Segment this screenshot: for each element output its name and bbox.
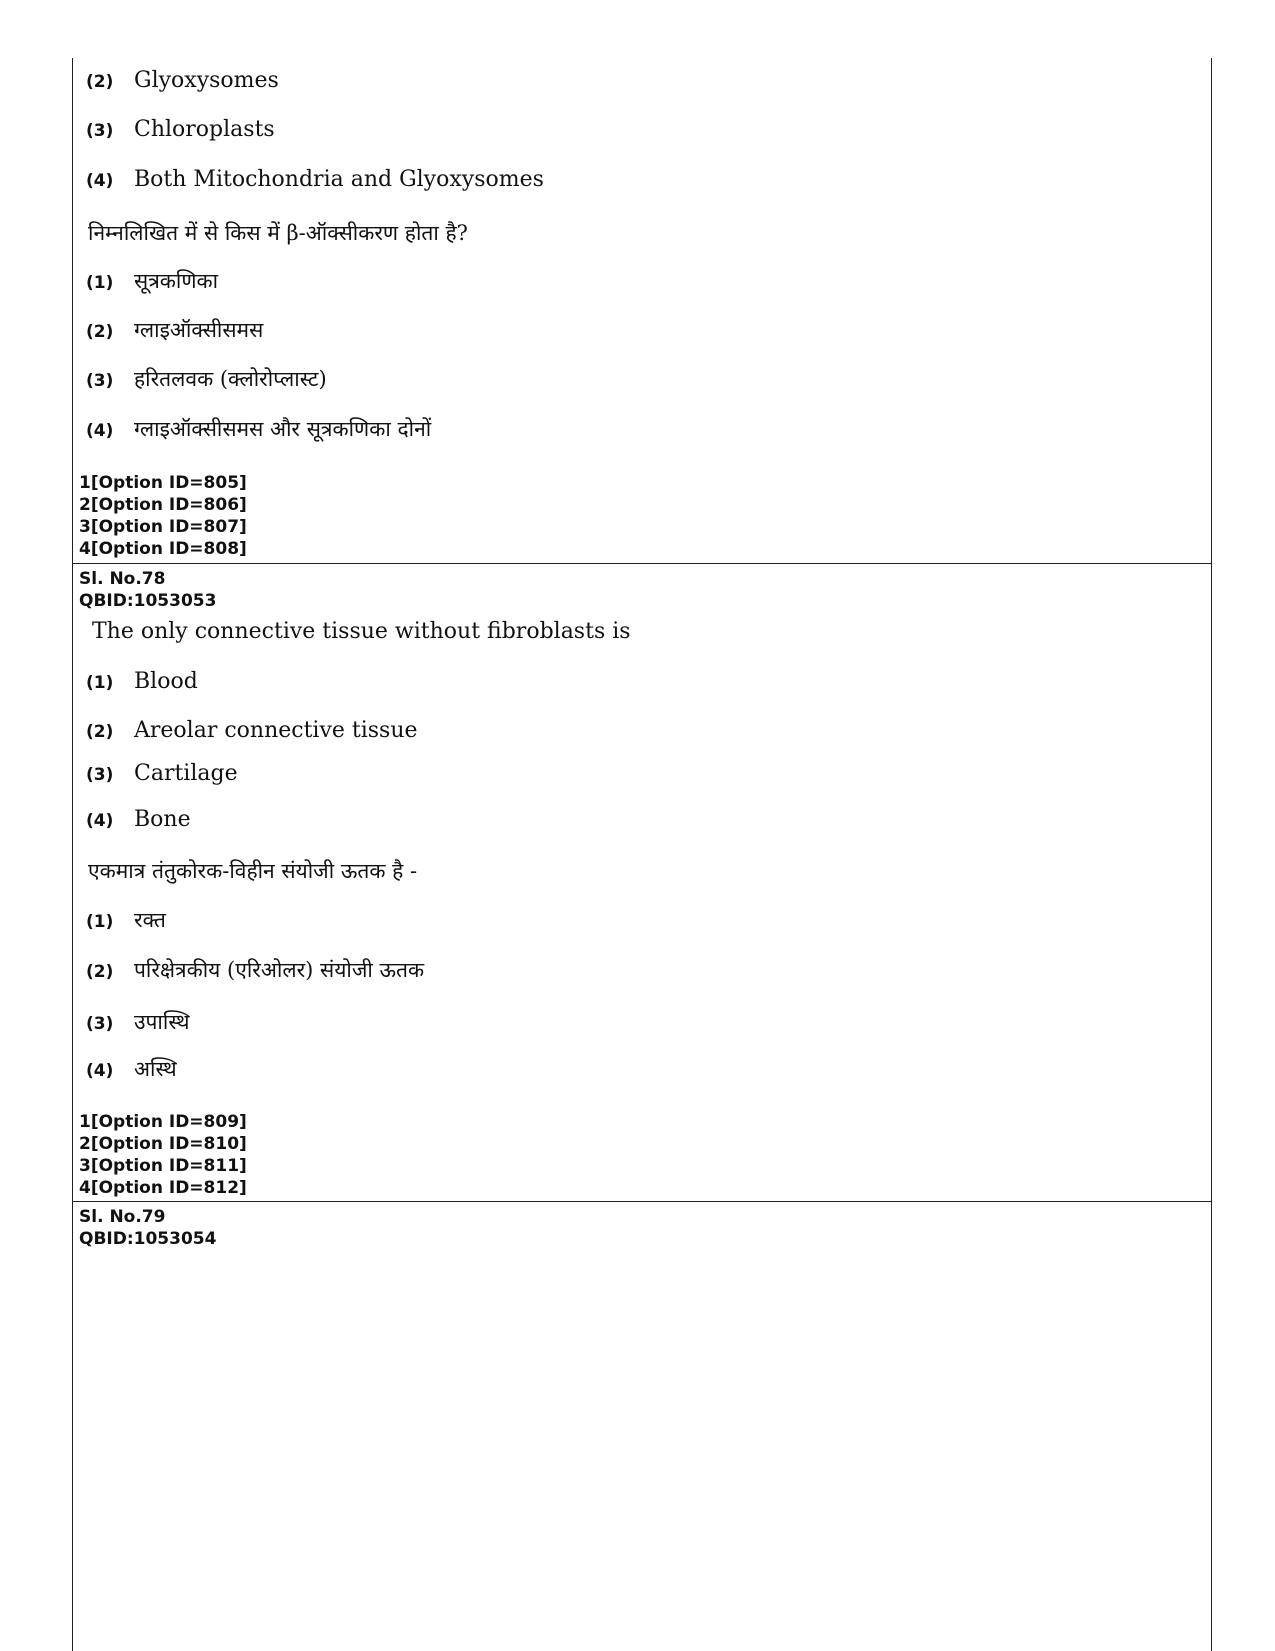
option-text: परिक्षेत्रकीय (एरिओलर) संयोजी ऊतक [134,958,425,982]
question-bank-id: QBID:1053054 [79,1229,217,1249]
q77-option-3-en [86,117,275,142]
option-text: Both Mitochondria and Glyoxysomes [134,167,544,192]
option-number: (4) [86,421,114,441]
option-id: 3[Option ID=811] [79,1156,247,1176]
serial-number: Sl. No.79 [79,1207,166,1227]
option-number: (2) [86,962,114,982]
serial-number: Sl. No.78 [79,569,166,589]
q78-option-1-hi [86,906,166,934]
option-id: 2[Option ID=806] [79,495,247,515]
option-id: 1[Option ID=809] [79,1112,247,1132]
option-text: ग्लाइऑक्सीसमस [134,318,264,342]
option-text: रक्त [134,908,166,932]
option-text: Areolar connective tissue [134,718,418,743]
option-id: 1[Option ID=805] [79,473,247,493]
q78-option-ids [79,1111,247,1199]
q78-option-1-en [86,669,198,694]
option-text: हरितलवक (क्लोरोप्लास्ट) [134,367,327,391]
option-text: Bone [134,807,191,832]
option-number: (1) [86,673,114,693]
question-bank-id: QBID:1053053 [79,591,217,611]
q78-option-3-en [86,761,238,786]
q78-option-2-hi [86,956,424,984]
option-number: (2) [86,72,114,92]
q78-option-4-en [86,807,191,832]
option-text: अस्थि [134,1057,177,1081]
q78-header [79,568,216,612]
q77-option-3-hi [86,365,327,393]
question-divider [72,1201,1212,1202]
q78-option-2-en [86,718,418,743]
q78-option-3-hi [86,1008,189,1036]
question-frame [72,58,1212,1651]
option-number: (3) [86,1014,114,1034]
option-number: (3) [86,765,114,785]
q77-option-4-hi [86,415,431,443]
option-text: ग्लाइऑक्सीसमस और सूत्रकणिका दोनों [134,417,432,441]
option-id: 4[Option ID=808] [79,539,247,559]
q77-option-2-hi [86,316,263,344]
option-number: (1) [86,912,114,932]
q77-option-ids [79,472,247,560]
option-number: (3) [86,371,114,391]
q77-option-1-hi [86,267,218,295]
option-number: (1) [86,273,114,293]
q78-question-hi: एकमात्र तंतुकोरक-विहीन संयोजी ऊतक है - [88,859,418,883]
q77-option-2-en [86,68,279,93]
option-id: 3[Option ID=807] [79,517,247,537]
question-divider [72,563,1212,564]
q79-header [79,1206,216,1250]
option-number: (4) [86,1061,114,1081]
option-text: सूत्रकणिका [134,269,219,293]
option-number: (3) [86,121,114,141]
option-text: Cartilage [134,761,238,786]
option-text: Chloroplasts [134,117,275,142]
option-number: (2) [86,722,114,742]
q78-question-en: The only connective tissue without fibroblasts is [92,619,631,644]
q77-option-4-en [86,167,544,192]
option-text: उपास्थि [134,1010,190,1034]
option-id: 2[Option ID=810] [79,1134,247,1154]
q77-question-hi: निम्नलिखित में से किस में β-ऑक्सीकरण होता है? [88,221,468,245]
option-text: Blood [134,669,198,694]
option-number: (2) [86,322,114,342]
q78-option-4-hi [86,1055,177,1083]
option-id: 4[Option ID=812] [79,1178,247,1198]
option-number: (4) [86,811,114,831]
option-text: Glyoxysomes [134,68,279,93]
option-number: (4) [86,171,114,191]
